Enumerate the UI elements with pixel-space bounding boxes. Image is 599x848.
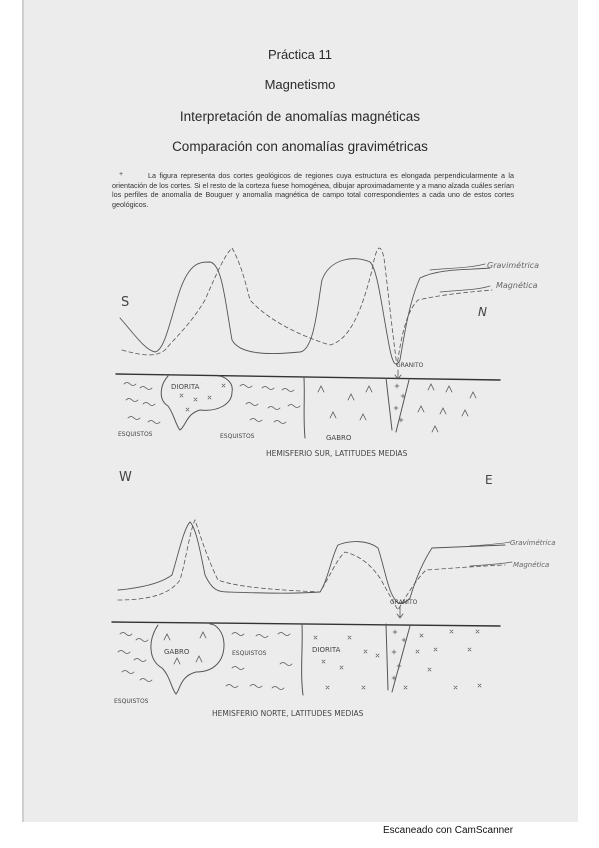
granite-label-north: GRANITO xyxy=(390,599,418,606)
legend-gravity-south: Gravimétrica xyxy=(487,261,540,270)
gabbro-body-north xyxy=(151,624,224,694)
gravity-curve-south xyxy=(120,259,490,364)
magnetic-curve-north xyxy=(118,520,505,610)
granite-wedge-north xyxy=(386,624,410,692)
granite-arrow-south xyxy=(395,370,401,379)
caption-north: HEMISFERIO NORTE, LATITUDES MEDIAS xyxy=(212,709,364,718)
subject-title: Magnetismo xyxy=(264,77,336,92)
legend-magnetic-north: Magnética xyxy=(513,561,550,569)
surface-line-south xyxy=(116,374,500,380)
legend-gravity-north: Gravimétrica xyxy=(510,539,556,547)
magnetic-curve-south xyxy=(122,248,492,366)
profile-group-south xyxy=(120,248,492,366)
schist-label-north-2: ESQUISTOS xyxy=(232,650,267,657)
legend-magnetic-line-south xyxy=(440,286,490,292)
diorite-label-north: DIORITA xyxy=(312,646,341,654)
direction-south-left: S xyxy=(121,295,130,310)
schist-label-south-1: ESQUISTOS xyxy=(118,431,153,438)
scanner-footer: Escaneado con CamScanner xyxy=(383,825,514,836)
direction-north-left: W xyxy=(119,470,132,485)
topic-title: Interpretación de anomalías magnéticas xyxy=(179,109,421,124)
diorite-symbols-north xyxy=(314,630,481,689)
legend-magnetic-south: Magnética xyxy=(496,281,538,290)
gabbro-label-south: GABRO xyxy=(326,434,352,442)
bullet-marker: + xyxy=(119,171,124,178)
granite-label-south: GRANITO xyxy=(396,362,424,369)
gabbro-label-north: GABRO xyxy=(164,648,190,656)
schist-symbols-south-left xyxy=(124,383,160,424)
granite-arrow-north xyxy=(397,607,403,618)
fault-line-south xyxy=(304,378,305,438)
direction-south-right: N xyxy=(478,305,487,319)
caption-south: HEMISFERIO SUR, LATITUDES MEDIAS xyxy=(266,449,408,458)
direction-north-right: E xyxy=(485,473,493,487)
instructions-text: La figura representa dos cortes geológicos de regiones cuya estructura es elongada perpendicularmente a la orientación de los cortes. Si el resto de la corteza fuese homogénea, dibujar aproximadamente y a mano alzada cuáles serían los perfiles de anomalía de Bouguer y anomalía magnética de campo total correspondientes a cada uno de estos cortes geológicos. xyxy=(112,171,514,209)
schist-symbols-south-right xyxy=(240,385,300,424)
schist-label-north-1: ESQUISTOS xyxy=(114,698,149,705)
diorite-label-south: DIORITA xyxy=(171,383,200,391)
profile-group-north xyxy=(118,520,512,610)
schist-symbols-north-left xyxy=(118,633,152,682)
surface-line-north xyxy=(112,622,500,626)
schist-symbols-north-right xyxy=(226,633,292,690)
schist-label-south-2: ESQUISTOS xyxy=(220,433,255,440)
fault-line-north xyxy=(302,624,303,695)
subtopic-title: Comparación con anomalías gravimétricas xyxy=(172,139,428,154)
practice-title: Práctica 11 xyxy=(267,47,333,62)
granite-symbols-north xyxy=(392,630,406,680)
